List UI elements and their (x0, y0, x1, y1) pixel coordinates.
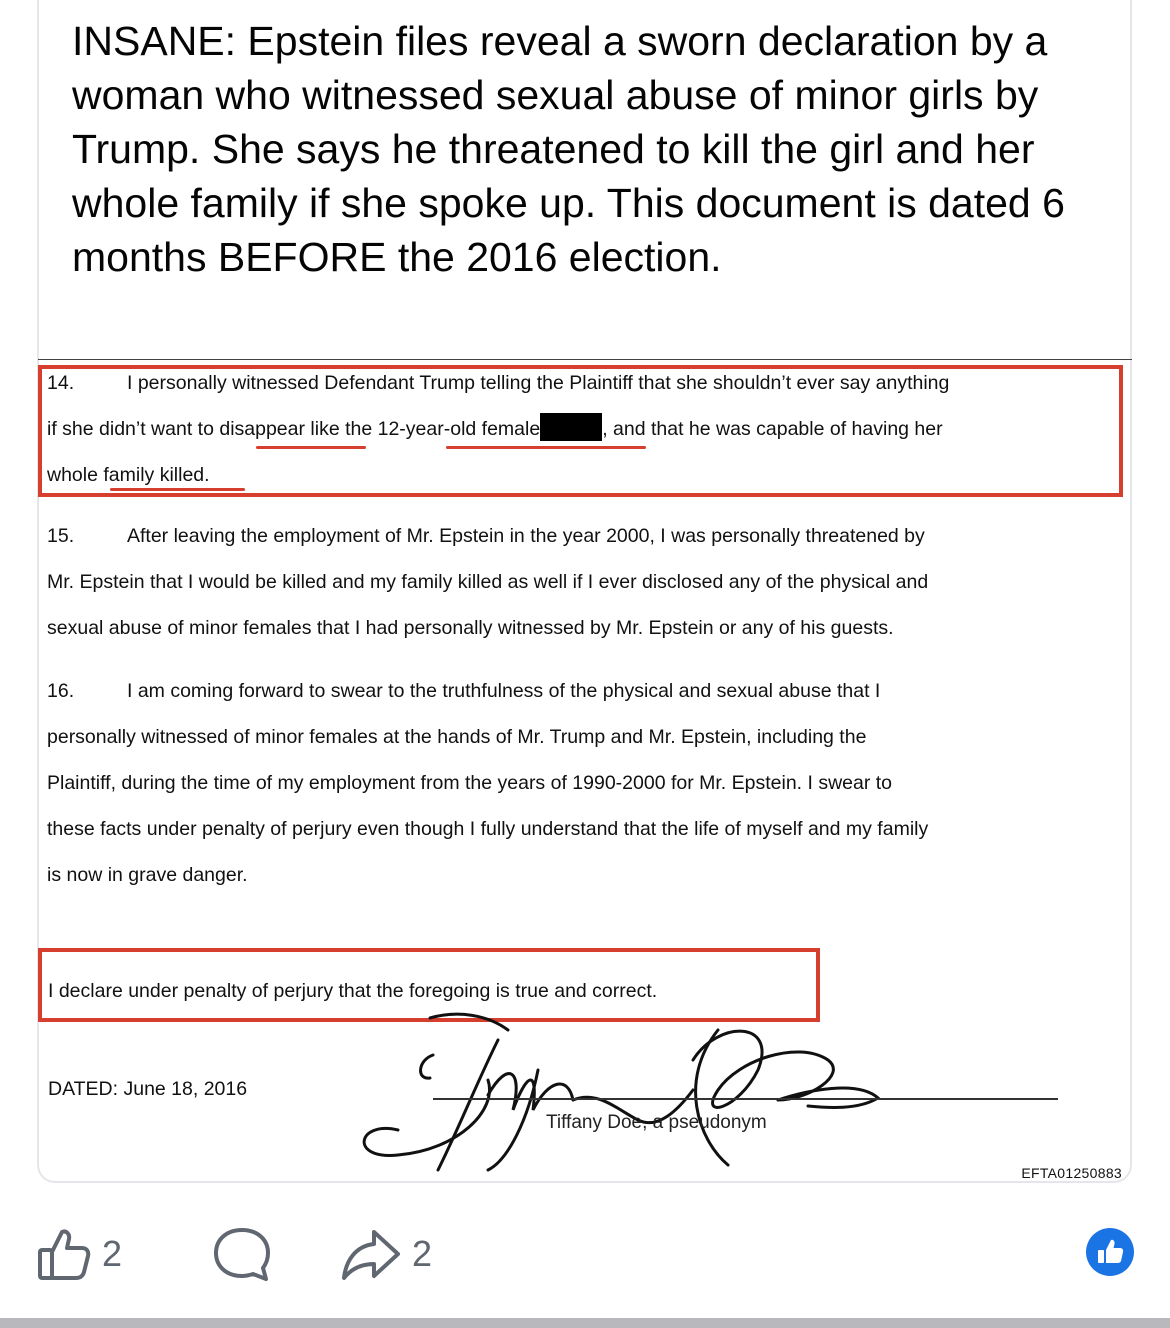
p14-line-1: 14. I personally witnessed Defendant Trump telling the Plaintiff that she shouldn’t ever say anything (47, 372, 950, 394)
p14-line-2: if she didn’t want to disappear like the 12-year-old female , and that he was capable of having her (47, 406, 1117, 452)
p16-line-1: 16. I am coming forward to swear to the truthfulness of the physical and sexual abuse that I (47, 680, 881, 702)
p14-line-3: whole family killed. (47, 464, 210, 486)
share-arrow-icon (340, 1226, 402, 1282)
thumbs-up-icon (36, 1226, 92, 1282)
p15-line-2: Mr. Epstein that I would be killed and my family killed as well if I ever disclosed any of the physical and (47, 571, 929, 593)
p16-line-5: is now in grave danger. (47, 864, 248, 886)
document-code: EFTA01250883 (1021, 1165, 1122, 1181)
post-text: INSANE: Epstein files reveal a sworn declaration by a woman who witnessed sexual abuse of minor girls by Trump. She says he threatened to kill the girl and her whole family if she spoke up. This document is dated 6 months BEFORE the 2016 election. (72, 18, 1065, 280)
share-button[interactable] (340, 1224, 432, 1284)
declaration-text: I declare under penalty of perjury that the foregoing is true and correct. (48, 980, 658, 1002)
comment-bubble-icon (210, 1224, 274, 1284)
signature-line (433, 1098, 1058, 1100)
post-action-bar (0, 1210, 1170, 1300)
p16-line-4: these facts under penalty of perjury even though I fully understand that the life of myself and my family (47, 818, 929, 840)
comment-button[interactable] (210, 1224, 274, 1284)
signer-name: Tiffany Doe, a pseudonym (546, 1112, 767, 1133)
dated-line: DATED: June 18, 2016 (48, 1078, 248, 1100)
share-count: 2 (412, 1233, 433, 1274)
like-count: 2 (102, 1233, 123, 1274)
underline-12-year-old-female (446, 446, 646, 449)
like-reaction-badge[interactable] (1086, 1228, 1134, 1276)
p15-line-1: 15. After leaving the employment of Mr. Epstein in the year 2000, I was personally threatened by (47, 525, 925, 547)
underline-family-killed (110, 488, 245, 491)
signature-scribble (338, 1000, 898, 1180)
like-button[interactable] (36, 1224, 122, 1284)
paragraph-15 (47, 513, 1117, 651)
thumbs-up-icon (1095, 1237, 1125, 1267)
bottom-divider (0, 1318, 1170, 1328)
p15-line-3: sexual abuse of minor females that I had personally witnessed by Mr. Epstein or any of his guests. (47, 617, 894, 639)
document-image[interactable] (38, 360, 1132, 1182)
p16-line-3: Plaintiff, during the time of my employment from the years of 1990-2000 for Mr. Epstein. I swear to (47, 772, 893, 794)
underline-disappear (256, 446, 366, 449)
p16-line-2: personally witnessed of minor females at the hands of Mr. Trump and Mr. Epstein, including the (47, 726, 867, 748)
highlight-box-paragraph-14 (38, 365, 1123, 497)
paragraph-16 (47, 668, 1117, 898)
